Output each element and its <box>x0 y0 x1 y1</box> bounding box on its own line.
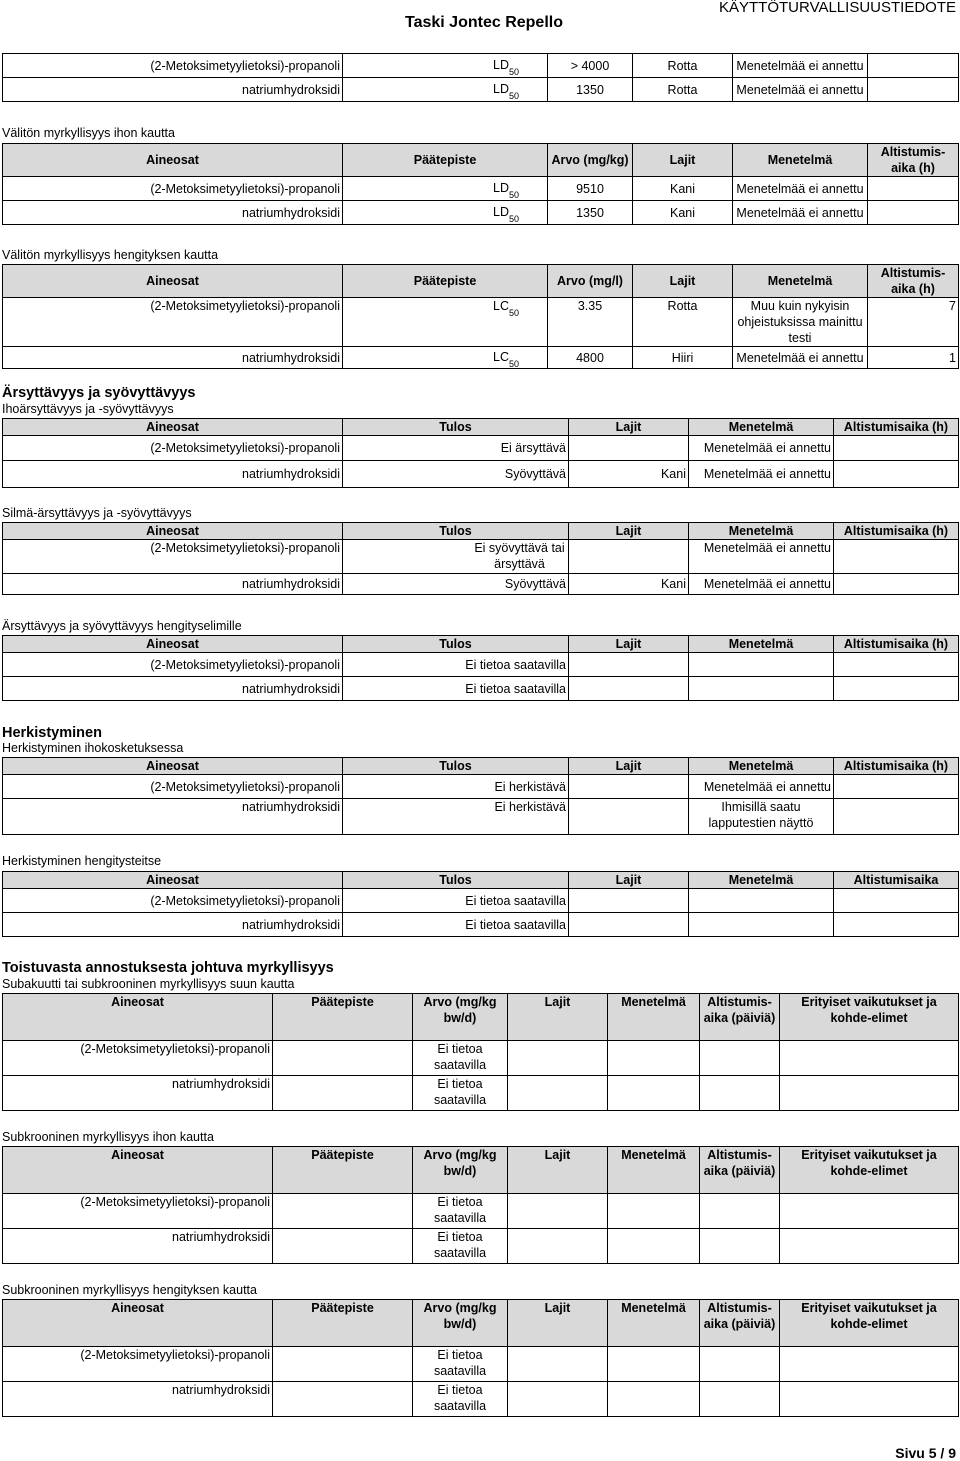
ingredient-name: (2-Metoksimetyylietoksi)-propanoli <box>3 1041 273 1076</box>
col-ingredient: Aineosat <box>3 1300 273 1347</box>
col-ingredient: Aineosat <box>3 144 343 177</box>
table-row <box>3 436 959 461</box>
table-row <box>3 889 959 913</box>
species <box>508 1194 608 1229</box>
table-row <box>3 1076 959 1111</box>
endpoint: LD <box>493 58 509 72</box>
document-type: KÄYTTÖTURVALLISUUSTIEDOTE <box>719 0 956 16</box>
col-endpoint: Päätepiste <box>273 1147 413 1194</box>
section-heading: Ärsyttävyys ja syövyttävyys <box>2 385 196 401</box>
exposure <box>700 1194 780 1229</box>
exposure <box>868 78 959 102</box>
endpoint: LD <box>493 82 509 96</box>
table-row <box>3 1382 959 1417</box>
col-ingredient: Aineosat <box>3 1147 273 1194</box>
section-heading: Herkistyminen <box>2 725 102 741</box>
col-method: Menetelmä <box>689 523 834 540</box>
col-ingredient: Aineosat <box>3 994 273 1041</box>
skin-irritation-table <box>2 418 959 488</box>
exposure <box>834 913 959 937</box>
col-method: Menetelmä <box>608 1147 700 1194</box>
ingredient-name: natriumhydroksidi <box>3 201 343 225</box>
table-row <box>3 177 959 201</box>
col-endpoint: Päätepiste <box>343 265 548 298</box>
col-exposure: Altistumisaika (h) <box>834 523 959 540</box>
col-result: Tulos <box>343 523 569 540</box>
method: Muu kuin nykyisin ohjeistuksissa mainittu testi <box>733 298 868 347</box>
value: 4800 <box>548 347 633 369</box>
method <box>689 653 834 677</box>
table-row <box>3 461 959 488</box>
species <box>569 677 689 701</box>
col-endpoint: Päätepiste <box>273 1300 413 1347</box>
method <box>608 1229 700 1264</box>
method <box>608 1041 700 1076</box>
col-effects: Erityiset vaikutukset ja kohde-elimet <box>780 1147 959 1194</box>
result: Ei tietoa saatavilla <box>343 653 569 677</box>
col-species: Lajit <box>633 265 733 298</box>
col-effects: Erityiset vaikutukset ja kohde-elimet <box>780 994 959 1041</box>
ingredient-name: natriumhydroksidi <box>3 78 343 102</box>
exposure <box>834 574 959 595</box>
method <box>608 1076 700 1111</box>
col-ingredient: Aineosat <box>3 872 343 889</box>
exposure <box>700 1382 780 1417</box>
endpoint-sub: 50 <box>508 67 519 77</box>
col-species: Lajit <box>569 872 689 889</box>
table-row <box>3 775 959 799</box>
ingredient-name: (2-Metoksimetyylietoksi)-propanoli <box>3 436 343 461</box>
species <box>569 799 689 835</box>
col-ingredient: Aineosat <box>3 419 343 436</box>
endpoint <box>273 1347 413 1382</box>
ingredient-name: (2-Metoksimetyylietoksi)-propanoli <box>3 653 343 677</box>
exposure <box>834 653 959 677</box>
acute-dermal-table <box>2 143 959 225</box>
ingredient-name: (2-Metoksimetyylietoksi)-propanoli <box>3 775 343 799</box>
method: Menetelmää ei annettu <box>689 775 834 799</box>
species: Kani <box>633 177 733 201</box>
ingredient-name: natriumhydroksidi <box>3 347 343 369</box>
table-header <box>3 523 959 540</box>
col-result: Tulos <box>343 758 569 775</box>
table-row <box>3 1041 959 1076</box>
result: Ei syövyttävä tai ärsyttävä <box>343 540 569 574</box>
endpoint <box>273 1041 413 1076</box>
species <box>569 913 689 937</box>
section-title: Välitön myrkyllisyys hengityksen kautta <box>2 248 219 262</box>
col-species: Lajit <box>508 994 608 1041</box>
result: Ei tietoa saatavilla <box>343 889 569 913</box>
species <box>569 540 689 574</box>
section-title: Subkrooninen myrkyllisyys hengityksen kautta <box>2 1283 257 1297</box>
table-header <box>3 758 959 775</box>
table-row <box>3 201 959 225</box>
page-number: Sivu 5 / 9 <box>895 1445 956 1461</box>
ingredient-name: (2-Metoksimetyylietoksi)-propanoli <box>3 889 343 913</box>
table-row <box>3 78 959 102</box>
exposure <box>700 1347 780 1382</box>
species <box>569 436 689 461</box>
result: Ei ärsyttävä <box>343 436 569 461</box>
effects <box>780 1382 959 1417</box>
effects <box>780 1194 959 1229</box>
table-row <box>3 540 959 574</box>
method <box>689 677 834 701</box>
endpoint <box>273 1076 413 1111</box>
method: Menetelmää ei annettu <box>689 574 834 595</box>
species: Rotta <box>633 78 733 102</box>
repeated-dermal-table <box>2 1146 959 1264</box>
method <box>608 1382 700 1417</box>
col-ingredient: Aineosat <box>3 523 343 540</box>
endpoint: LC <box>493 299 509 313</box>
endpoint: LC <box>493 350 509 364</box>
value: 1350 <box>548 201 633 225</box>
ingredient-name: (2-Metoksimetyylietoksi)-propanoli <box>3 298 343 347</box>
ingredient-name: (2-Metoksimetyylietoksi)-propanoli <box>3 1194 273 1229</box>
col-species: Lajit <box>569 523 689 540</box>
effects <box>780 1076 959 1111</box>
table-row <box>3 1229 959 1264</box>
exposure <box>700 1076 780 1111</box>
section-title: Subakuutti tai subkrooninen myrkyllisyys suun kautta <box>2 977 295 991</box>
section-title: Ärsyttävyys ja syövyttävyys hengityselimille <box>2 619 242 633</box>
col-method: Menetelmä <box>689 419 834 436</box>
endpoint-sub: 50 <box>508 91 519 101</box>
col-exposure: Altistumis-aika (h) <box>868 144 959 177</box>
method: Menetelmää ei annettu <box>689 436 834 461</box>
value: Ei tietoa saatavilla <box>413 1382 508 1417</box>
result: Ei herkistävä <box>343 775 569 799</box>
col-exposure: Altistumis-aika (päiviä) <box>700 994 780 1041</box>
ingredient-name: (2-Metoksimetyylietoksi)-propanoli <box>3 54 343 78</box>
table-header <box>3 1147 959 1194</box>
result: Ei tietoa saatavilla <box>343 913 569 937</box>
endpoint-sub: 50 <box>508 359 519 369</box>
species: Kani <box>569 461 689 488</box>
endpoint-sub: 50 <box>508 214 519 224</box>
exposure <box>834 775 959 799</box>
table-row <box>3 298 959 347</box>
ingredient-name: natriumhydroksidi <box>3 913 343 937</box>
method: Menetelmää ei annettu <box>689 461 834 488</box>
method: Menetelmää ei annettu <box>689 540 834 574</box>
skin-sensitisation-table <box>2 757 959 835</box>
endpoint <box>273 1382 413 1417</box>
value: Ei tietoa saatavilla <box>413 1041 508 1076</box>
exposure: 7 <box>868 298 959 347</box>
col-exposure: Altistumisaika <box>834 872 959 889</box>
col-method: Menetelmä <box>733 144 868 177</box>
col-species: Lajit <box>508 1147 608 1194</box>
species <box>569 889 689 913</box>
exposure <box>834 436 959 461</box>
method <box>608 1194 700 1229</box>
effects <box>780 1347 959 1382</box>
col-exposure: Altistumis-aika (h) <box>868 265 959 298</box>
section-title: Herkistyminen ihokosketuksessa <box>2 741 184 755</box>
result: Syövyttävä <box>343 574 569 595</box>
species: Rotta <box>633 54 733 78</box>
section-title: Ihoärsyttävyys ja -syövyttävyys <box>2 402 174 416</box>
value: 3.35 <box>548 298 633 347</box>
col-ingredient: Aineosat <box>3 265 343 298</box>
ingredient-name: natriumhydroksidi <box>3 1229 273 1264</box>
col-method: Menetelmä <box>608 994 700 1041</box>
col-value: Arvo (mg/l) <box>548 265 633 298</box>
exposure <box>700 1229 780 1264</box>
table-row <box>3 1194 959 1229</box>
respiratory-irritation-table <box>2 635 959 701</box>
col-method: Menetelmä <box>733 265 868 298</box>
table-row <box>3 54 959 78</box>
exposure <box>834 799 959 835</box>
table-row <box>3 347 959 369</box>
eye-irritation-table <box>2 522 959 595</box>
method: Menetelmää ei annettu <box>733 177 868 201</box>
value: 1350 <box>548 78 633 102</box>
ingredient-name: (2-Metoksimetyylietoksi)-propanoli <box>3 1347 273 1382</box>
species <box>569 775 689 799</box>
col-exposure: Altistumisaika (h) <box>834 636 959 653</box>
col-species: Lajit <box>569 419 689 436</box>
col-value: Arvo (mg/kg bw/d) <box>413 1147 508 1194</box>
result: Ei tietoa saatavilla <box>343 677 569 701</box>
method: Menetelmää ei annettu <box>733 347 868 369</box>
table-header <box>3 636 959 653</box>
col-species: Lajit <box>569 758 689 775</box>
col-species: Lajit <box>633 144 733 177</box>
method <box>689 889 834 913</box>
method: Ihmisillä saatu lapputestien näyttö <box>689 799 834 835</box>
col-method: Menetelmä <box>689 872 834 889</box>
table-header <box>3 265 959 298</box>
section-heading: Toistuvasta annostuksesta johtuva myrkyllisyys <box>2 960 334 976</box>
endpoint <box>273 1229 413 1264</box>
col-ingredient: Aineosat <box>3 758 343 775</box>
species <box>508 1347 608 1382</box>
col-ingredient: Aineosat <box>3 636 343 653</box>
ingredient-name: natriumhydroksidi <box>3 799 343 835</box>
col-exposure: Altistumis-aika (päiviä) <box>700 1147 780 1194</box>
method: Menetelmää ei annettu <box>733 54 868 78</box>
exposure <box>834 677 959 701</box>
value: 9510 <box>548 177 633 201</box>
endpoint: LD <box>493 205 509 219</box>
method <box>608 1347 700 1382</box>
section-title: Herkistyminen hengitysteitse <box>2 854 162 868</box>
table-row <box>3 653 959 677</box>
col-species: Lajit <box>569 636 689 653</box>
acute-inhalation-table <box>2 264 959 369</box>
table-row <box>3 799 959 835</box>
exposure <box>868 54 959 78</box>
endpoint: LD <box>493 181 509 195</box>
repeated-inhalation-table <box>2 1299 959 1417</box>
repeated-oral-table <box>2 993 959 1111</box>
ingredient-name: natriumhydroksidi <box>3 461 343 488</box>
species <box>508 1229 608 1264</box>
respiratory-sensitisation-table <box>2 871 959 937</box>
acute-oral-table <box>2 53 959 102</box>
species: Hiiri <box>633 347 733 369</box>
table-header <box>3 144 959 177</box>
endpoint-sub: 50 <box>508 308 519 318</box>
species: Kani <box>633 201 733 225</box>
ingredient-name: natriumhydroksidi <box>3 574 343 595</box>
section-title: Silmä-ärsyttävyys ja -syövyttävyys <box>2 506 192 520</box>
endpoint-sub: 50 <box>508 190 519 200</box>
species: Kani <box>569 574 689 595</box>
col-effects: Erityiset vaikutukset ja kohde-elimet <box>780 1300 959 1347</box>
ingredient-name: (2-Metoksimetyylietoksi)-propanoli <box>3 540 343 574</box>
ingredient-name: (2-Metoksimetyylietoksi)-propanoli <box>3 177 343 201</box>
value: Ei tietoa saatavilla <box>413 1229 508 1264</box>
species <box>569 653 689 677</box>
col-species: Lajit <box>508 1300 608 1347</box>
col-result: Tulos <box>343 636 569 653</box>
species <box>508 1382 608 1417</box>
species <box>508 1076 608 1111</box>
endpoint <box>273 1194 413 1229</box>
value: > 4000 <box>548 54 633 78</box>
ingredient-name: natriumhydroksidi <box>3 677 343 701</box>
exposure: 1 <box>868 347 959 369</box>
section-title: Subkrooninen myrkyllisyys ihon kautta <box>2 1130 214 1144</box>
table-row <box>3 913 959 937</box>
result: Syövyttävä <box>343 461 569 488</box>
ingredient-name: natriumhydroksidi <box>3 1076 273 1111</box>
col-value: Arvo (mg/kg bw/d) <box>413 1300 508 1347</box>
value: Ei tietoa saatavilla <box>413 1347 508 1382</box>
table-row <box>3 677 959 701</box>
document-title: Taski Jontec Repello <box>405 14 563 31</box>
col-result: Tulos <box>343 419 569 436</box>
exposure <box>834 889 959 913</box>
col-value: Arvo (mg/kg bw/d) <box>413 994 508 1041</box>
table-header <box>3 994 959 1041</box>
col-exposure: Altistumis-aika (päiviä) <box>700 1300 780 1347</box>
species <box>508 1041 608 1076</box>
species: Rotta <box>633 298 733 347</box>
table-row <box>3 1347 959 1382</box>
value: Ei tietoa saatavilla <box>413 1194 508 1229</box>
col-endpoint: Päätepiste <box>273 994 413 1041</box>
table-header <box>3 872 959 889</box>
value: Ei tietoa saatavilla <box>413 1076 508 1111</box>
table-header <box>3 1300 959 1347</box>
effects <box>780 1229 959 1264</box>
col-method: Menetelmä <box>689 758 834 775</box>
method: Menetelmää ei annettu <box>733 201 868 225</box>
col-method: Menetelmä <box>608 1300 700 1347</box>
ingredient-name: natriumhydroksidi <box>3 1382 273 1417</box>
col-endpoint: Päätepiste <box>343 144 548 177</box>
effects <box>780 1041 959 1076</box>
table-row <box>3 574 959 595</box>
exposure <box>868 177 959 201</box>
col-exposure: Altistumisaika (h) <box>834 758 959 775</box>
col-result: Tulos <box>343 872 569 889</box>
col-value: Arvo (mg/kg) <box>548 144 633 177</box>
section-title: Välitön myrkyllisyys ihon kautta <box>2 126 175 140</box>
method: Menetelmää ei annettu <box>733 78 868 102</box>
col-exposure: Altistumisaika (h) <box>834 419 959 436</box>
exposure <box>834 540 959 574</box>
exposure <box>834 461 959 488</box>
exposure <box>700 1041 780 1076</box>
exposure <box>868 201 959 225</box>
col-method: Menetelmä <box>689 636 834 653</box>
result: Ei herkistävä <box>343 799 569 835</box>
method <box>689 913 834 937</box>
table-header <box>3 419 959 436</box>
